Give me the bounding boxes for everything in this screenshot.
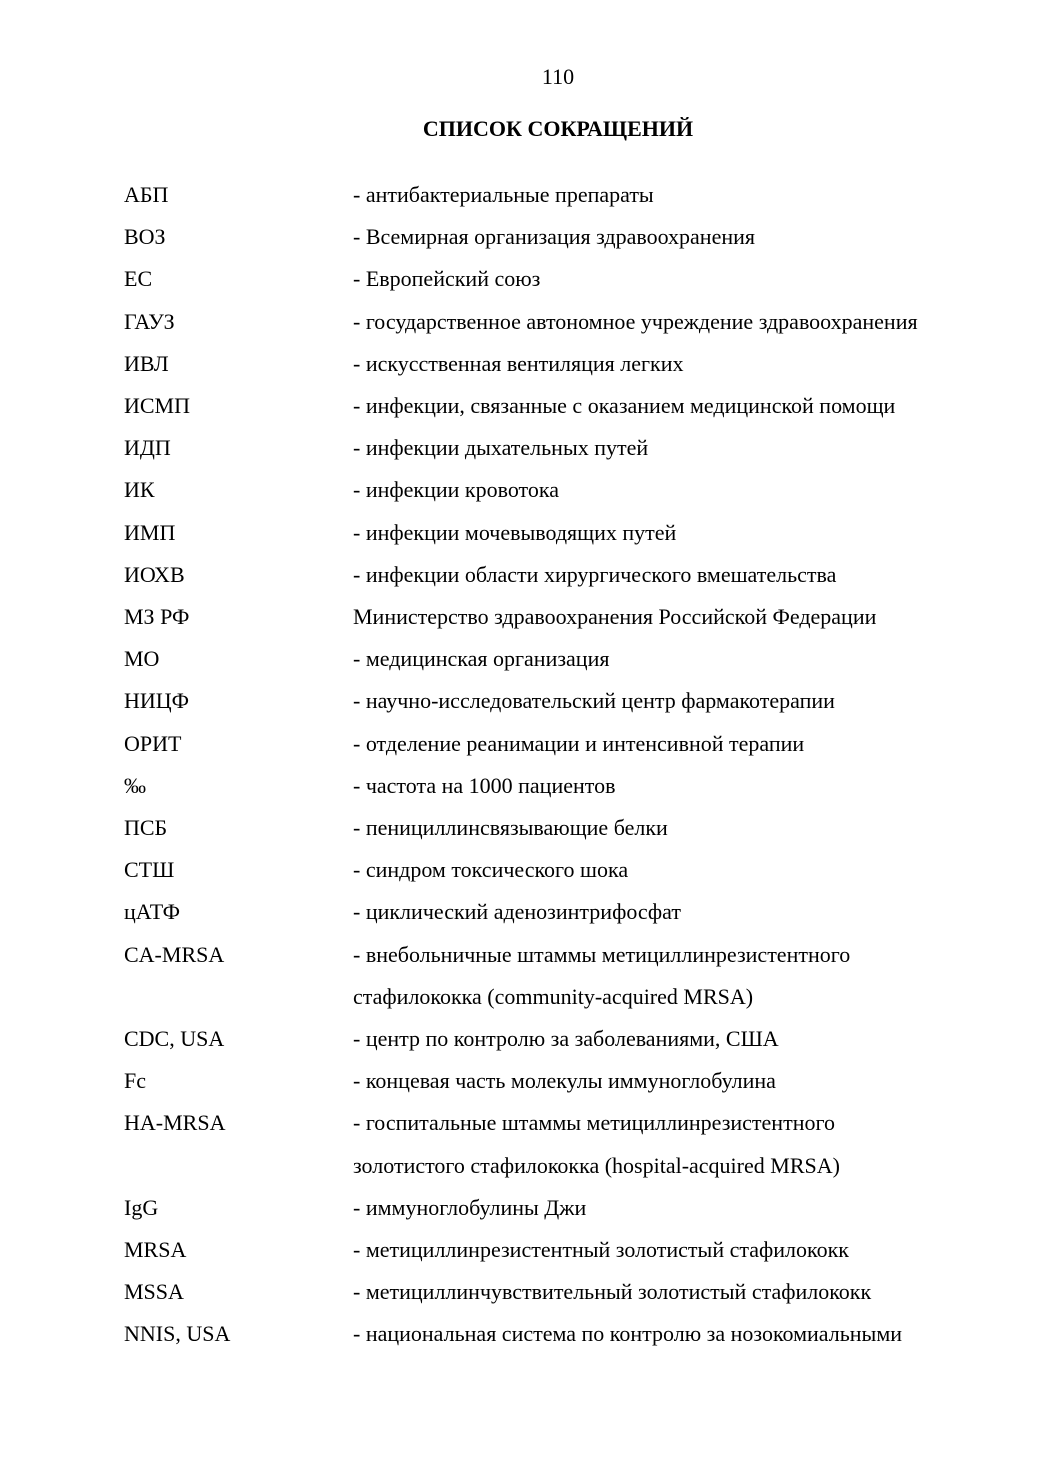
abbreviation-definition <box>353 723 1024 765</box>
abbreviation-term: ОРИТ <box>124 730 182 756</box>
abbreviation-row <box>124 427 1024 469</box>
abbreviation-definition <box>353 512 1024 554</box>
definition-line: - частота на 1000 пациентов <box>353 772 616 798</box>
abbreviation-row <box>124 301 1024 343</box>
definition-line: - синдром токсического шока <box>353 857 629 883</box>
abbreviation-definition <box>353 554 1024 596</box>
abbreviation-definition <box>353 301 1024 343</box>
definition-line: - инфекции кровотока <box>353 477 559 503</box>
abbreviation-term: цАТФ <box>124 899 181 925</box>
definition-line: - метициллинрезистентный золотистый стафилококк <box>353 1237 849 1263</box>
abbreviation-row <box>124 680 1024 722</box>
definition-line: - государственное автономное учреждение здравоохранения <box>353 308 918 334</box>
definition-line: - госпитальные штаммы метициллинрезистентного <box>353 1110 835 1136</box>
abbreviation-row <box>124 1271 1024 1313</box>
abbreviation-definition <box>353 385 1024 427</box>
abbreviation-row <box>124 385 1024 427</box>
abbreviation-term: NNIS, USA <box>124 1321 231 1347</box>
abbreviation-row <box>124 765 1024 807</box>
abbreviation-term: MSSA <box>124 1279 184 1305</box>
definition-line: - внебольничные штаммы метициллинрезистентного <box>353 941 851 967</box>
definition-line: - иммуноглобулины Джи <box>353 1194 587 1220</box>
definition-line: - инфекции области хирургического вмешательства <box>353 561 837 587</box>
definition-line: - концевая часть молекулы иммуноглобулина <box>353 1068 776 1094</box>
definition-line: Министерство здравоохранения Российской Федерации <box>353 604 877 630</box>
definition-line: - центр по контролю за заболеваниями, США <box>353 1026 779 1052</box>
page-title: СПИСОК СОКРАЩЕНИЙ <box>422 116 694 141</box>
abbreviation-row <box>124 1313 1024 1355</box>
abbreviation-row <box>124 343 1024 385</box>
page-number: 110 <box>541 64 575 89</box>
abbreviation-definition <box>353 427 1024 469</box>
abbreviation-definition <box>353 638 1024 680</box>
abbreviation-definition <box>353 174 1024 216</box>
abbreviation-row <box>124 1187 1024 1229</box>
abbreviation-list <box>124 174 1024 1356</box>
abbreviation-row <box>124 174 1024 216</box>
abbreviation-row <box>124 891 1024 933</box>
abbreviation-row <box>124 1018 1024 1060</box>
abbreviation-term: ВОЗ <box>124 224 166 250</box>
abbreviation-row <box>124 512 1024 554</box>
definition-line: - Всемирная организация здравоохранения <box>353 224 756 250</box>
abbreviation-definition <box>353 1229 1024 1271</box>
definition-line: - метициллинчувствительный золотистый стафилококк <box>353 1279 872 1305</box>
abbreviation-term: ЕС <box>124 266 153 292</box>
abbreviation-row <box>124 554 1024 596</box>
abbreviation-definition <box>353 1187 1024 1229</box>
abbreviation-term: НИЦФ <box>124 688 190 714</box>
definition-line: - антибактериальные препараты <box>353 182 654 207</box>
abbreviation-term: МЗ РФ <box>124 604 190 630</box>
abbreviation-term: ‰ <box>124 772 146 798</box>
abbreviation-definition <box>353 1102 1024 1186</box>
abbreviation-term: ИК <box>124 477 155 503</box>
abbreviation-term: ИВЛ <box>124 350 169 376</box>
definition-line: - пенициллинсвязывающие белки <box>353 815 668 841</box>
abbreviation-row <box>124 638 1024 680</box>
abbreviation-row <box>124 596 1024 638</box>
abbreviation-term: CA-MRSA <box>124 941 225 967</box>
definition-line: - инфекции мочевыводящих путей <box>353 519 677 545</box>
abbreviation-term: Fc <box>124 1068 146 1094</box>
definition-line: стафилококка (community-acquired MRSA) <box>353 983 754 1009</box>
abbreviation-definition <box>353 1060 1024 1102</box>
definition-line: золотистого стафилококка (hospital-acquired MRSA) <box>353 1152 840 1178</box>
abbreviation-term: ПСБ <box>124 815 168 841</box>
abbreviation-definition <box>353 680 1024 722</box>
abbreviation-term: АБП <box>124 182 169 207</box>
abbreviation-term: IgG <box>124 1194 159 1220</box>
abbreviation-term: CDC, USA <box>124 1026 225 1052</box>
abbreviation-definition <box>353 469 1024 511</box>
abbreviation-definition <box>353 1313 1024 1355</box>
abbreviation-term: ИМП <box>124 519 176 545</box>
abbreviation-term: MRSA <box>124 1237 187 1263</box>
abbreviation-definition <box>353 765 1024 807</box>
abbreviation-row <box>124 216 1024 258</box>
abbreviation-term: МО <box>124 646 160 672</box>
abbreviation-definition <box>353 807 1024 849</box>
abbreviation-definition <box>353 934 1024 1018</box>
abbreviation-row <box>124 807 1024 849</box>
definition-line: - инфекции, связанные с оказанием медицинской помощи <box>353 393 896 419</box>
abbreviation-row <box>124 469 1024 511</box>
abbreviation-row <box>124 723 1024 765</box>
abbreviation-definition <box>353 849 1024 891</box>
abbreviation-term: ИОХВ <box>124 561 185 587</box>
abbreviation-definition <box>353 1018 1024 1060</box>
abbreviation-row <box>124 1229 1024 1271</box>
abbreviation-definition <box>353 258 1024 300</box>
abbreviation-term: СТШ <box>124 857 175 883</box>
abbreviation-row <box>124 934 1024 1018</box>
definition-line: - инфекции дыхательных путей <box>353 435 649 461</box>
abbreviation-definition <box>353 891 1024 933</box>
abbreviation-row <box>124 258 1024 300</box>
definition-line: - Европейский союз <box>353 266 541 292</box>
abbreviation-row <box>124 1102 1024 1186</box>
abbreviation-row <box>124 849 1024 891</box>
abbreviation-term: ИСМП <box>124 393 191 419</box>
definition-line: - научно-исследовательский центр фармакотерапии <box>353 688 835 714</box>
definition-line: - циклический аденозинтрифосфат <box>353 899 681 925</box>
definition-line: - искусственная вентиляция легких <box>353 350 684 376</box>
abbreviation-term: ГАУЗ <box>124 308 175 334</box>
abbreviation-definition <box>353 596 1024 638</box>
definition-line: - национальная система по контролю за нозокомиальными <box>353 1321 903 1347</box>
definition-line: - медицинская организация <box>353 646 610 672</box>
definition-line: - отделение реанимации и интенсивной терапии <box>353 730 805 756</box>
abbreviation-definition <box>353 216 1024 258</box>
abbreviation-term: HA-MRSA <box>124 1110 226 1136</box>
abbreviation-definition <box>353 343 1024 385</box>
abbreviation-row <box>124 1060 1024 1102</box>
abbreviation-term: ИДП <box>124 435 171 461</box>
abbreviation-definition <box>353 1271 1024 1313</box>
